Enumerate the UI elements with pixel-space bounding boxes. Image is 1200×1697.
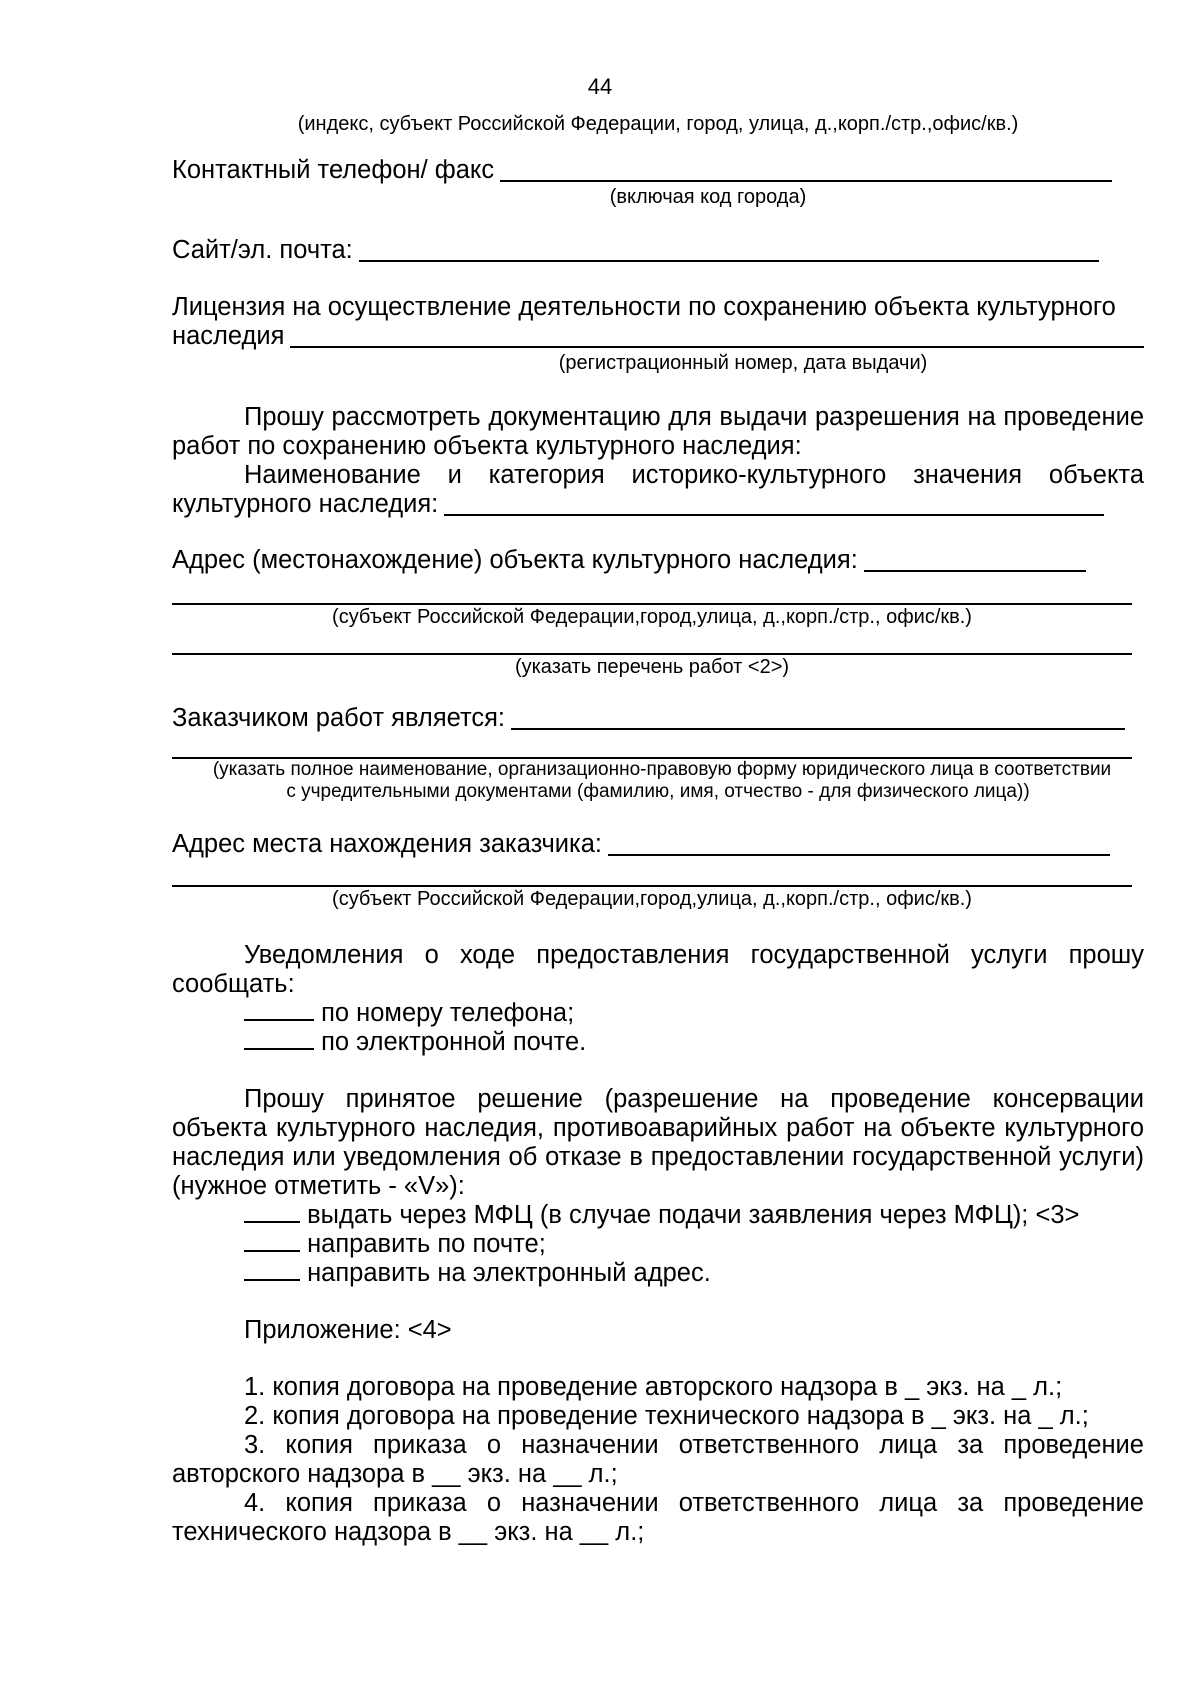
phone-input-line[interactable] [500,158,1112,182]
notify-option-phone[interactable] [172,999,1144,1028]
object-name-label: культурного наследия: [172,490,439,518]
customer-address-input-line[interactable] [608,832,1110,856]
decision-option-email[interactable] [172,1259,1144,1288]
notify-option-phone-label: по номеру телефона; [321,999,575,1027]
notify-option-email[interactable] [172,1028,1144,1057]
attachment-item-4: 4. копия приказа о назначении ответственного лица за проведение технического надзора в __ экз. на __ л.; [172,1489,1144,1546]
notify-option-email-label: по электронной почте. [321,1028,587,1056]
form-content [172,112,1144,1547]
customer-input-line[interactable] [511,706,1125,730]
customer-field-row [172,704,1144,733]
request-paragraph: Прошу рассмотреть документацию для выдачи разрешения на проведение работ по сохранению объекта культурного наследия: [172,403,1144,460]
checkbox-line[interactable] [244,1259,300,1281]
customer-label: Заказчиком работ является: [172,704,505,732]
customer-address-caption: (субъект Российской Федерации,город,улица, д.,корп./стр., офис/кв.) [332,888,972,910]
decision-option-email-label: направить на электронный адрес. [307,1259,711,1287]
phone-field-row [172,156,1144,185]
object-address-input-line[interactable] [864,548,1086,572]
notify-paragraph: Уведомления о ходе предоставления государственной услуги прошу сообщать: [172,941,1144,998]
license-input-line[interactable] [290,324,1144,348]
customer-caption-2: с учредительными документами (фамилию, имя, отчество - для физического лица)) [286,781,1030,802]
attachment-title: Приложение: <4> [244,1316,452,1344]
attachment-item-2: 2. копия договора на проведение технического надзора в _ экз. на _ л.; [244,1402,1089,1430]
checkbox-line[interactable] [244,1201,300,1223]
object-name-field-row [172,490,1144,519]
decision-option-post[interactable] [172,1230,1144,1259]
checkbox-line[interactable] [244,1230,300,1252]
works-list-caption: (указать перечень работ <2>) [514,656,790,678]
site-input-line[interactable] [359,238,1099,262]
attachment-item-3: 3. копия приказа о назначении ответственного лица за проведение авторского надзора в __ экз. на __ л.; [172,1431,1144,1488]
decision-paragraph: Прошу принятое решение (разрешение на проведение консервации объекта культурного наследия, противоаварийных работ на объекте культурного наследия или уведомления об отказе в предоставлении государственной услуги) (нужное отметить - «V»): [172,1085,1144,1200]
site-field-row [172,236,1144,265]
license-caption: (регистрационный номер, дата выдачи) [558,352,928,374]
checkbox-line[interactable] [244,999,314,1021]
license-label: наследия [172,322,285,350]
object-address-field-row [172,546,1144,575]
object-name-input-line[interactable] [444,492,1104,516]
customer-address-field-row [172,830,1144,859]
license-line1: Лицензия на осуществление деятельности по сохранению объекта культурного [172,293,1116,321]
decision-option-post-label: направить по почте; [307,1230,546,1258]
site-label: Сайт/эл. почта: [172,236,353,264]
customer-caption-1: (указать полное наименование, организационно-правовую форму юридического лица в соответствии [212,759,1112,780]
phone-label: Контактный телефон/ факс [172,156,495,184]
object-address-label: Адрес (местонахождение) объекта культурного наследия: [172,546,858,574]
object-address-caption: (субъект Российской Федерации,город,улица, д.,корп./стр., офис/кв.) [332,606,972,628]
license-field-row [172,322,1144,351]
object-name-text: Наименование и категория историко-культурного значения объекта [244,461,1144,489]
phone-caption: (включая код города) [609,186,807,208]
decision-option-mfc-label: выдать через МФЦ (в случае подачи заявления через МФЦ); <3> [307,1201,1080,1229]
decision-option-mfc[interactable] [172,1201,1144,1230]
customer-address-label: Адрес места нахождения заказчика: [172,830,603,858]
top-address-caption: (индекс, субъект Российской Федерации, город, улица, д.,корп./стр.,офис/кв.) [297,113,1019,135]
checkbox-line[interactable] [244,1028,314,1050]
page-number: 44 [587,74,613,99]
attachment-item-1: 1. копия договора на проведение авторского надзора в _ экз. на _ л.; [244,1373,1063,1401]
